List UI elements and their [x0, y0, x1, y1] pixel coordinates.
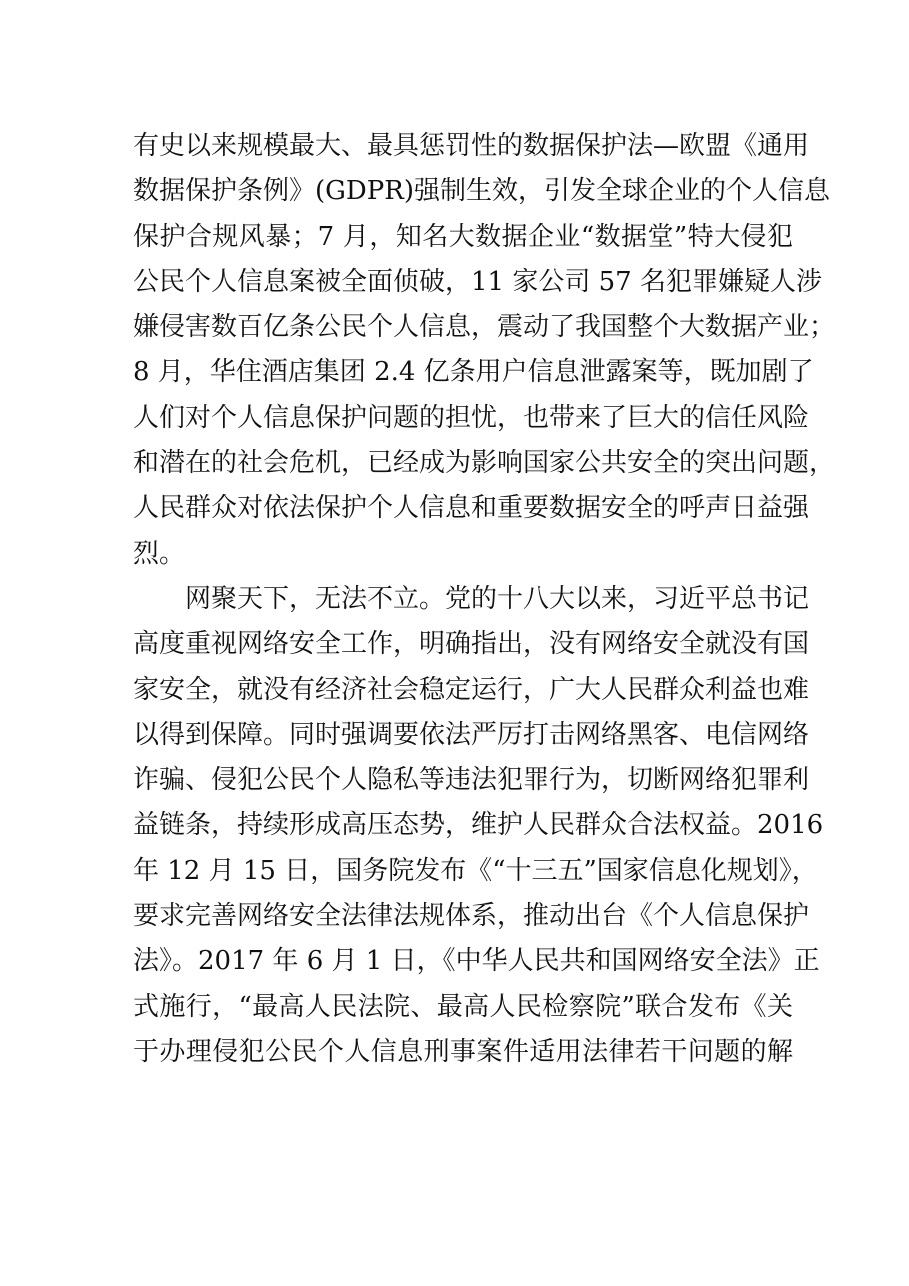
text-line: 以得到保障。同时强调要依法严厉打击网络黑客、电信网络	[133, 719, 810, 750]
text-line: 公民个人信息案被全面侦破，11 家公司 57 名犯罪嫌疑人涉	[133, 266, 822, 297]
text-line: 烈。	[133, 538, 186, 569]
text-line: 年 12 月 15 日，国务院发布《“十三五”国家信息化规划》，	[133, 855, 818, 886]
text-line: 有史以来规模最大、最具惩罚性的数据保护法—欧盟《通用	[133, 131, 810, 161]
text-line: 诈骗、侵犯公民个人隐私等违法犯罪行为，切断网络犯罪利	[133, 765, 810, 796]
text-line: 式施行，“最高人民法院、最高人民检察院”联合发布《关	[133, 991, 793, 1022]
text-line: 8 月，华住酒店集团 2.4 亿条用户信息泄露案等，既加剧了	[133, 357, 814, 388]
text-line: 人们对个人信息保护问题的担忧，也带来了巨大的信任风险	[133, 402, 810, 433]
text-line: 网聚天下，无法不立。党的十八大以来，习近平总书记	[185, 583, 810, 614]
text-line: 数据保护条例》(GDPR)强制生效，引发全球企业的个人信息	[133, 176, 830, 207]
paragraph-1	[133, 124, 836, 577]
text-line: 要求完善网络安全法律法规体系，推动出台《个人信息保护	[133, 901, 810, 932]
text-line: 于办理侵犯公民个人信息刑事案件适用法律若干问题的解	[133, 1036, 793, 1067]
text-line: 法》。2017 年 6 月 1 日，《中华人民共和国网络安全法》正	[133, 946, 820, 977]
text-line: 家安全，就没有经济社会稳定运行，广大人民群众利益也难	[133, 674, 810, 705]
body-text	[133, 124, 836, 1075]
text-line: 人民群众对依法保护个人信息和重要数据安全的呼声日益强	[133, 493, 810, 524]
text-line: 嫌侵害数百亿条公民个人信息，震动了我国整个大数据产业；	[133, 312, 836, 343]
text-line: 益链条，持续形成高压态势，维护人民群众合法权益。2016	[133, 810, 824, 841]
paragraph-2	[133, 577, 824, 1075]
text-line: 保护合规风暴；7 月，知名大数据企业“数据堂”特大侵犯	[133, 221, 793, 252]
text-line: 和潜在的社会危机，已经成为影响国家公共安全的突出问题，	[133, 448, 836, 479]
text-line: 高度重视网络安全工作，明确指出，没有网络安全就没有国	[133, 629, 810, 660]
